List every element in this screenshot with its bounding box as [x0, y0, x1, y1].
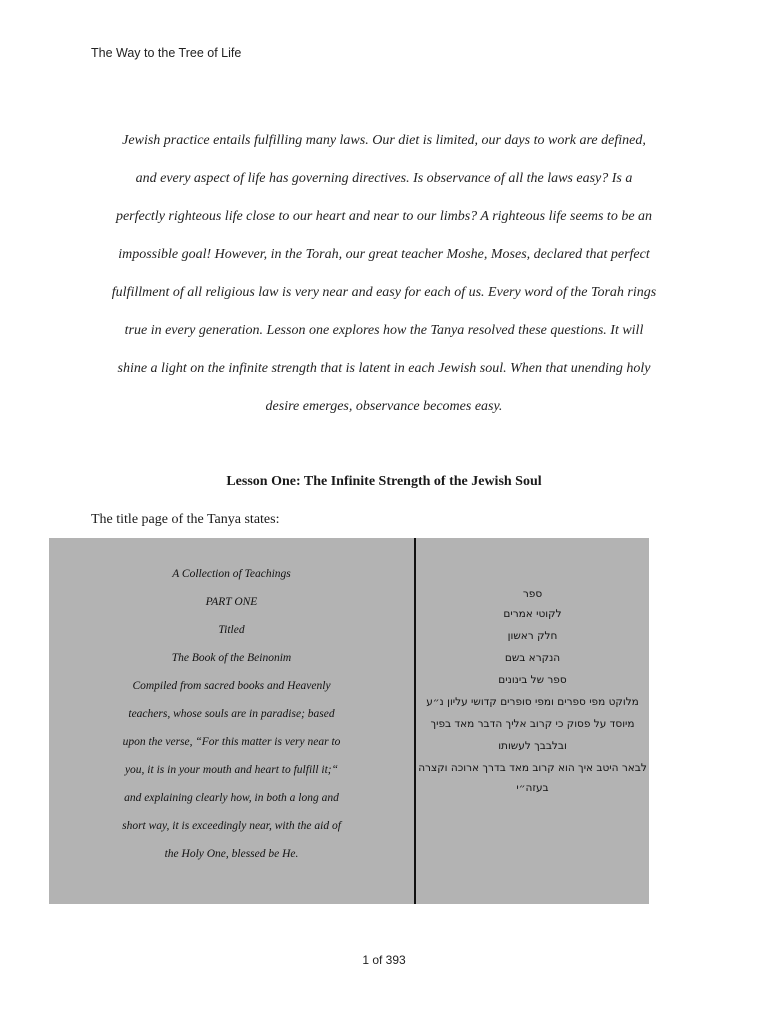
hebrew-original-column — [416, 584, 649, 798]
english-translation-column — [49, 560, 414, 868]
english-line: the Holy One, blessed be He. — [164, 848, 299, 860]
title-page-table — [49, 538, 649, 904]
lesson-title: Lesson One: The Infinite Strength of the Jewish Soul — [226, 474, 542, 489]
intro-line: and every aspect of life has governing directives. Is observance of all the laws easy? Is a — [135, 171, 633, 186]
running-header: The Way to the Tree of Life — [91, 46, 242, 60]
english-line: Compiled from sacred books and Heavenly — [132, 680, 331, 692]
hebrew-line: ספר — [522, 588, 543, 600]
intro-line: perfectly righteous life close to our heart and near to our limbs? A righteous life seems to be an — [115, 209, 653, 224]
intro-line: fulfillment of all religious law is very near and easy for each of us. Every word of the Torah rings — [111, 285, 657, 300]
intro-line: desire emerges, observance becomes easy. — [265, 399, 503, 414]
english-line: short way, it is exceedingly near, with the aid of — [122, 820, 341, 832]
hebrew-line: ובלבבך לעשותו — [498, 740, 567, 752]
english-line: PART ONE — [205, 596, 258, 608]
hebrew-line: לקוטי אמרים — [503, 608, 562, 620]
intro-line: Jewish practice entails fulfilling many laws. Our diet is limited, our days to work are defined, — [122, 133, 646, 148]
intro-line: true in every generation. Lesson one explores how the Tanya resolved these questions. It will — [124, 323, 644, 338]
title-page-intro: The title page of the Tanya states: — [91, 512, 280, 527]
intro-line: shine a light on the infinite strength that is latent in each Jewish soul. When that unending holy — [117, 361, 651, 376]
intro-line: impossible goal! However, in the Torah, our great teacher Moshe, Moses, declared that perfect — [118, 247, 650, 262]
hebrew-line: מיוסד על פסוק כי קרוב אליך הדבר מאד בפיך — [430, 718, 635, 730]
english-line: upon the verse, “For this matter is very near to — [122, 736, 341, 748]
english-line: teachers, whose souls are in paradise; based — [128, 708, 335, 720]
hebrew-line: ספר של בינונים — [498, 674, 567, 686]
page-number: 1 of 393 — [362, 953, 406, 967]
english-line: A Collection of Teachings — [172, 568, 291, 580]
hebrew-line: חלק ראשון — [507, 630, 558, 642]
hebrew-line: לבאר היטב איך הוא קרוב מאד בדרך ארוכה וקצרה — [418, 762, 647, 774]
intro-paragraph — [80, 126, 688, 430]
hebrew-line: מלוקט מפי ספרים ומפי סופרים קדושי עליון נ״ע — [426, 696, 639, 708]
hebrew-line: בעזה״י — [516, 782, 549, 794]
hebrew-line: הנקרא בשם — [504, 652, 561, 664]
english-line: you, it is in your mouth and heart to fulfill it;“ — [124, 764, 339, 776]
english-line: Titled — [218, 624, 245, 636]
english-line: and explaining clearly how, in both a long and — [124, 792, 339, 804]
english-line: The Book of the Beinonim — [171, 652, 292, 664]
